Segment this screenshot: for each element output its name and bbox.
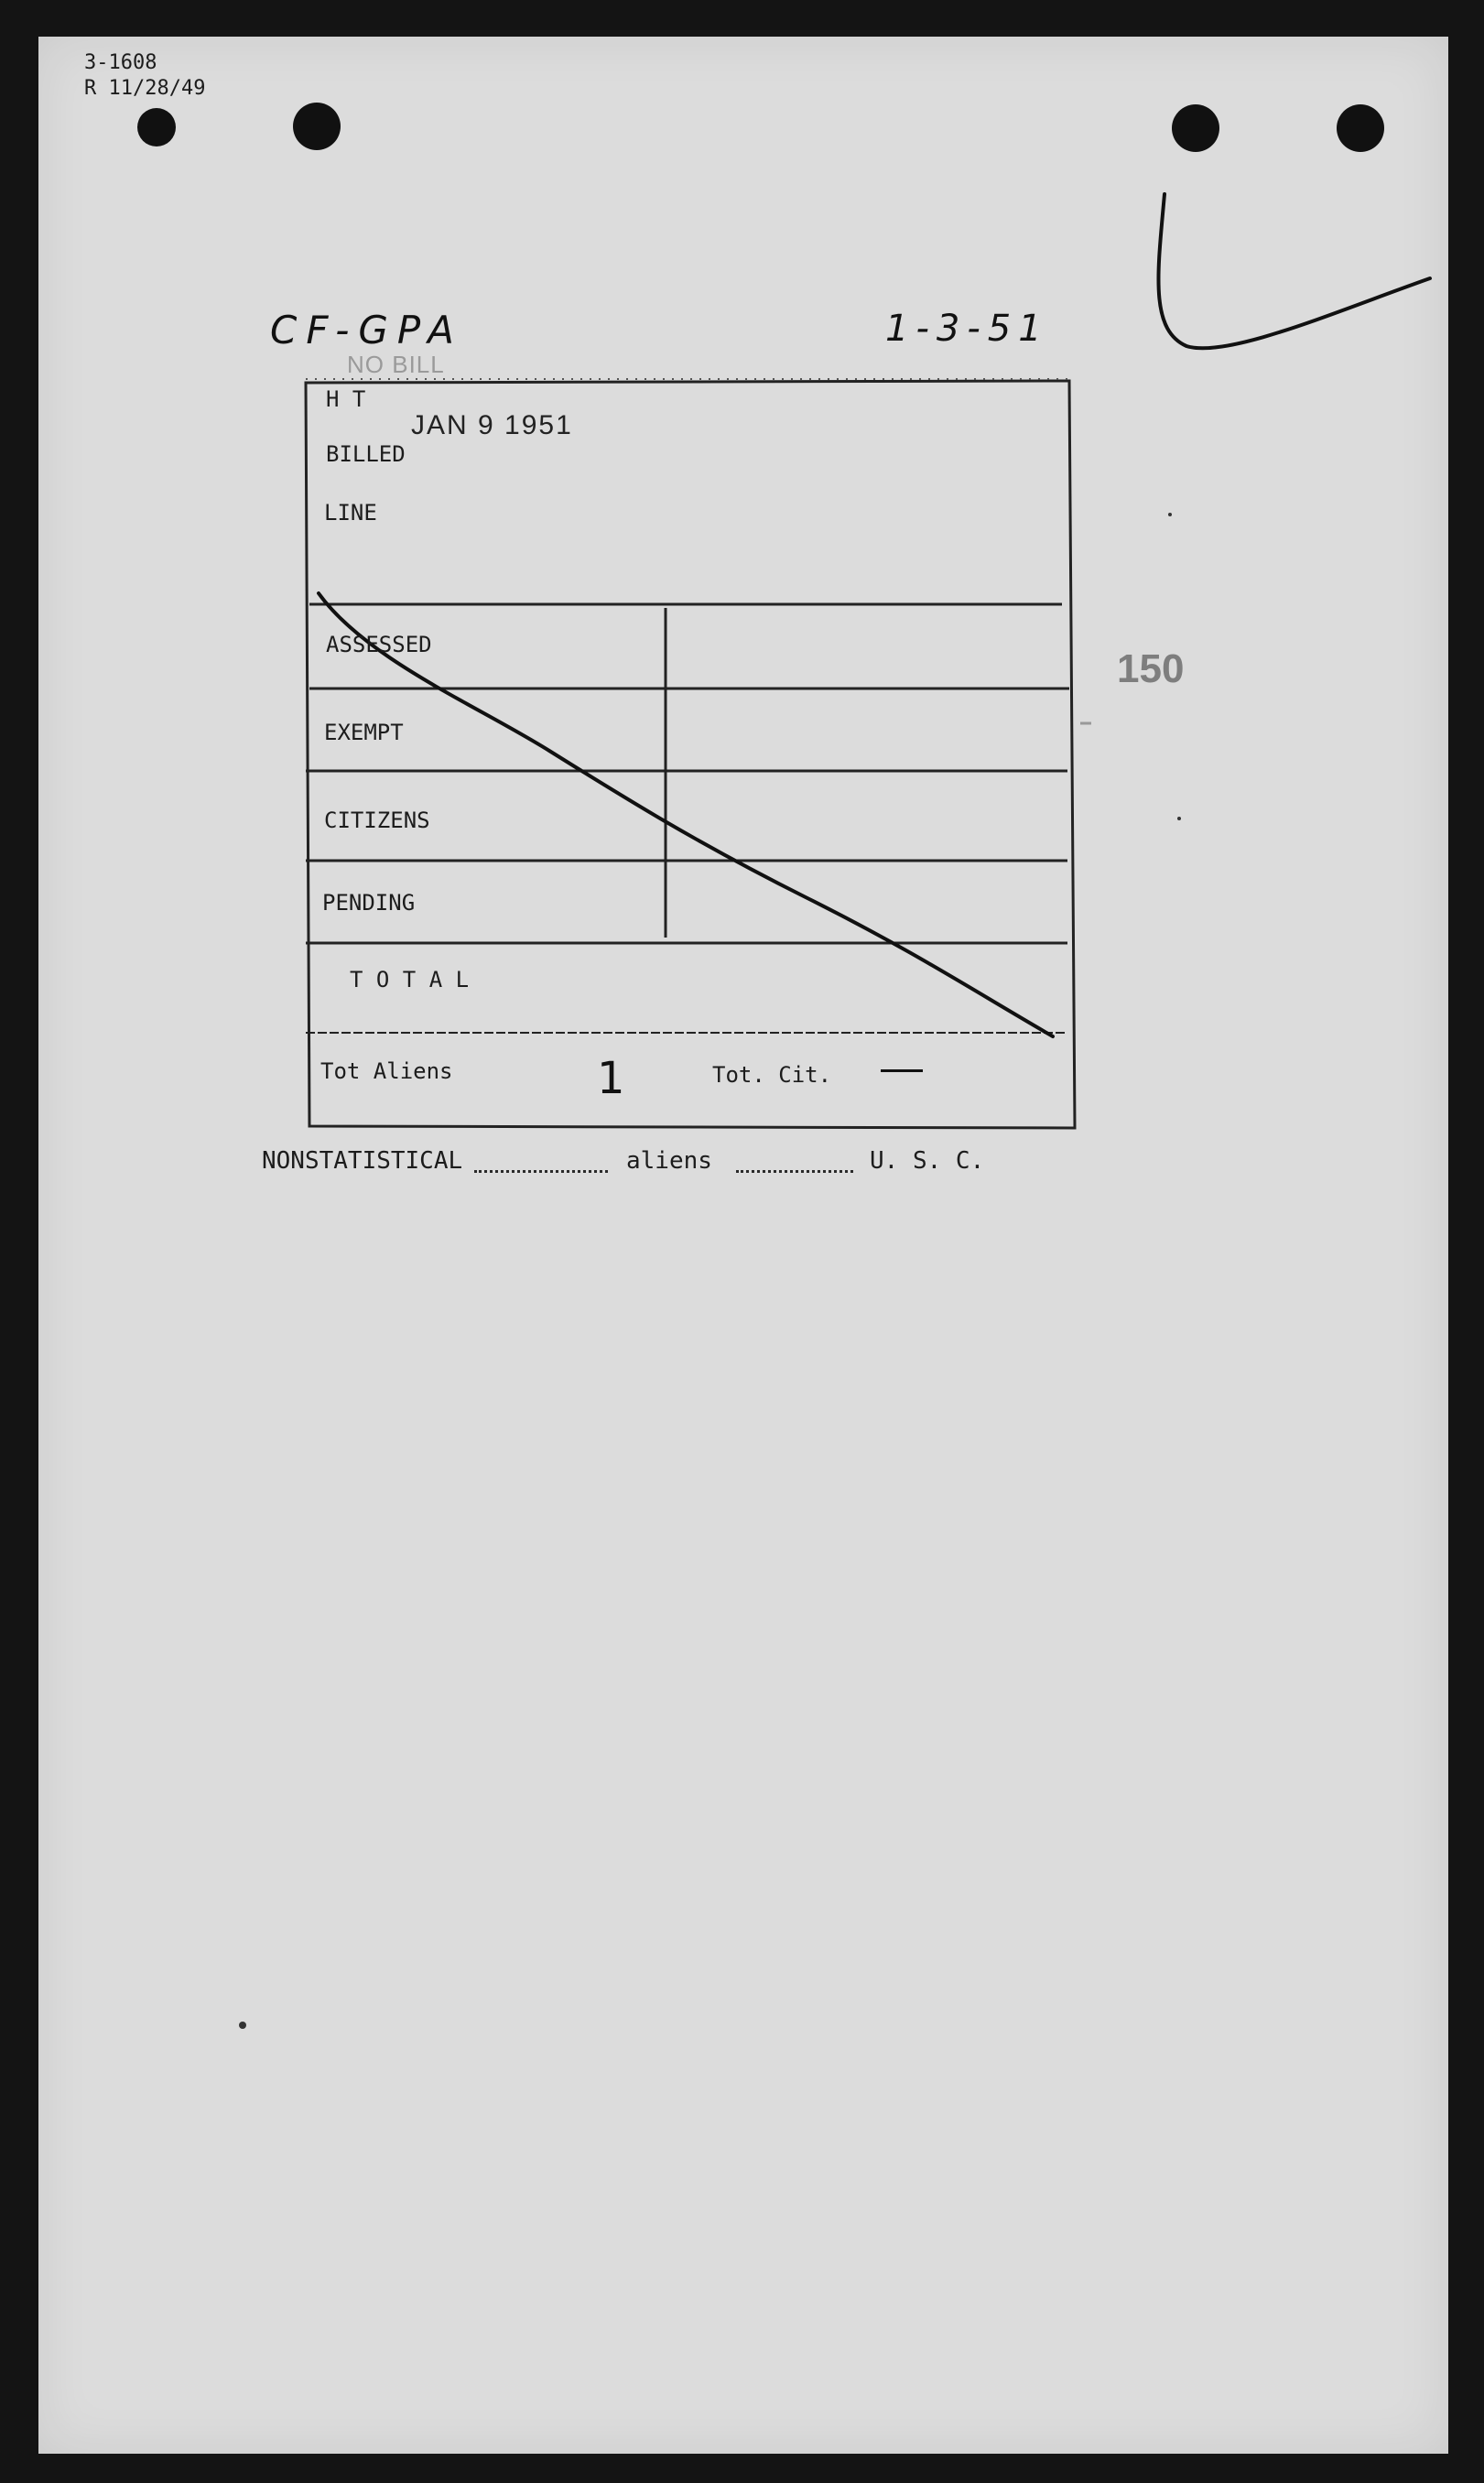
speck-mark <box>1168 513 1172 516</box>
row-label-exempt: EXEMPT <box>324 720 404 745</box>
speck-mark <box>239 2022 246 2029</box>
handwritten-file-code: CF-GPA <box>270 308 463 352</box>
ht-label: H T <box>326 386 366 412</box>
handwritten-date: 1-3-51 <box>885 308 1049 350</box>
row-label-citizens: CITIZENS <box>324 808 430 833</box>
tot-aliens-handwritten-value: 1 <box>597 1053 625 1104</box>
billed-date-stamp: JAN 9 1951 <box>411 410 573 440</box>
tot-cit-label: Tot. Cit. <box>712 1062 832 1088</box>
nonstatistical-label: NONSTATISTICAL <box>262 1147 463 1175</box>
speck-mark <box>1177 817 1181 820</box>
tot-aliens-label: Tot Aliens <box>320 1058 453 1084</box>
usc-label: U. S. C. <box>870 1147 985 1175</box>
row-label-assessed: ASSESSED <box>326 632 432 657</box>
form-number: 3-1608 <box>84 51 157 74</box>
nonstatistical-blank-usc <box>736 1170 853 1173</box>
no-bill-stamp: NO BILL <box>347 351 445 378</box>
aliens-label: aliens <box>626 1147 712 1175</box>
form-box-border <box>306 381 1075 1128</box>
nonstatistical-blank-aliens <box>474 1170 608 1173</box>
row-label-pending: PENDING <box>322 890 416 916</box>
stamped-number: 150 <box>1117 646 1185 691</box>
revision-date: R 11/28/49 <box>84 77 206 100</box>
tot-cit-dash-mark <box>881 1069 923 1072</box>
total-label: T O T A L <box>350 967 470 992</box>
margin-pen-mark <box>1158 194 1430 348</box>
billed-label: BILLED <box>326 441 406 467</box>
line-label: LINE <box>324 500 377 526</box>
